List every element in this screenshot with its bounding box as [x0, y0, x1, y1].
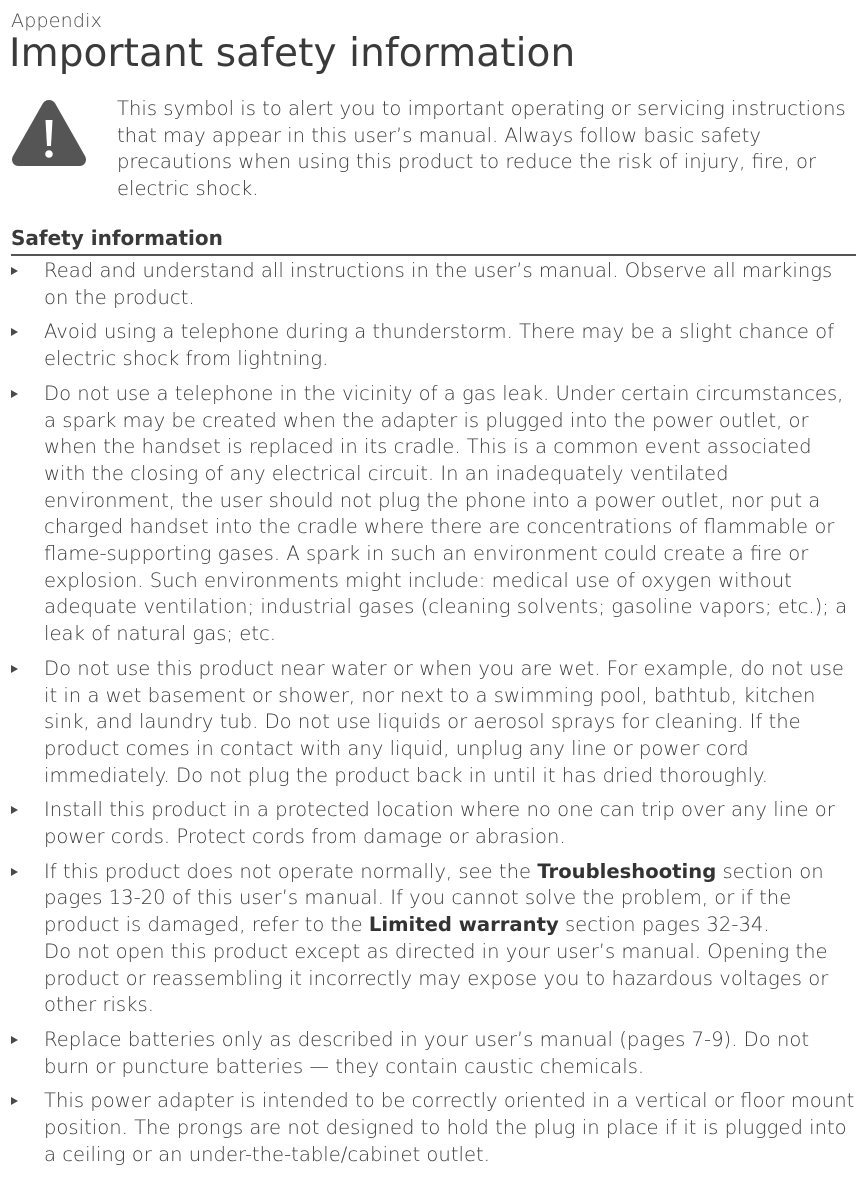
bullet-arrow-icon: [11, 868, 18, 876]
bullet-arrow-icon: [11, 1036, 18, 1044]
bullet-arrow-icon: [11, 1097, 18, 1105]
list-item: Do not use this product near water or when you are wet. For example, do not use it in a wet basement or shower, nor next to a swimming pool, bathtub, kitchen sink, and laundry tub. Do not use liquids or aerosol sprays for cleaning. If the product comes in contact with any liquid, unplug any line or power cord immediately. Do not plug the product back in until it has dried thoroughly.: [0, 656, 861, 790]
bullet-arrow-icon: [11, 390, 18, 398]
safety-heading: Safety information: [11, 224, 856, 256]
safety-list: [0, 258, 861, 1177]
list-item: If this product does not operate normally, see the Troubleshooting section on pages 13-20 of this user’s manual. If you cannot solve the problem, or if the product is damaged, refer to the Limited warranty section pages 32-34. Do not open this product except as directed in your user’s manual. Opening the product or reassembling it incorrectly may expose you to hazardous voltages or other risks.: [0, 859, 861, 1019]
list-item: Avoid using a telephone during a thunderstorm. There may be a slight chance of electric shock from lightning.: [0, 319, 861, 372]
troubleshooting-reference: Troubleshooting: [537, 859, 717, 883]
safety-intro-text: This symbol is to alert you to important operating or servicing instructions that may appear in this user’s manual. Always follow basic safety precautions when using this product to reduce the risk of injury, fire, or electric shock.: [117, 97, 846, 200]
list-item: This power adapter is intended to be correctly oriented in a vertical or floor mount position. The prongs are not designed to hold the plug in place if it is plugged into a ceiling or an under-the-table/cabinet outlet.: [0, 1088, 861, 1168]
limited-warranty-reference: Limited warranty: [368, 913, 559, 937]
list-item: Install this product in a protected location where no one can trip over any line or power cords. Protect cords from damage or abrasion.: [0, 797, 861, 850]
section-label: Appendix: [11, 10, 103, 32]
bullet-arrow-icon: [11, 328, 18, 336]
bullet-arrow-icon: [11, 267, 18, 275]
bullet-arrow-icon: [11, 665, 18, 673]
list-item: Read and understand all instructions in the user’s manual. Observe all markings on the product.: [0, 258, 861, 311]
list-item: Do not use a telephone in the vicinity of a gas leak. Under certain circumstances, a spark may be created when the adapter is plugged into the power outlet, or when the handset is replaced in its cradle. This is a common event associated with the closing of any electrical circuit. In an inadequately ventilated environment, the user should not plug the phone into a power outlet, nor put a charged handset into the cradle where there are concentrations of flammable or flame-supporting gases. A spark in such an environment could create a fire or explosion. Such environments might include: medical use of oxygen without adequate ventilation; industrial gases (cleaning solvents; gasoline vapors; etc.); a leak of natural gas; etc.: [0, 381, 861, 648]
bullet-arrow-icon: [11, 806, 18, 814]
page-title: Important safety information: [9, 31, 576, 76]
warning-triangle-icon: [9, 96, 89, 170]
list-item: Replace batteries only as described in your user’s manual (pages 7-9). Do not burn or puncture batteries — they contain caustic chemicals.: [0, 1027, 861, 1080]
